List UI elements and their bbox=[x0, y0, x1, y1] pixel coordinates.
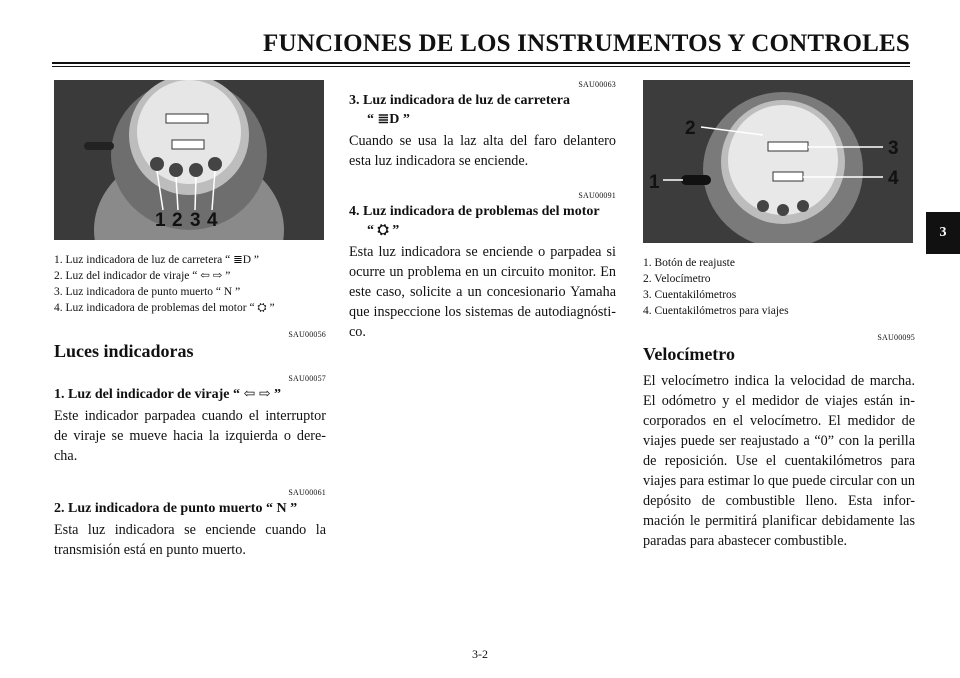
subsection-heading-symbol: “ ⛭ ” bbox=[367, 223, 400, 238]
caption-item: 3. Cuentakilómetros bbox=[643, 289, 737, 301]
subsection-heading-line: 4. Luz indicadora de problemas del motor bbox=[349, 204, 600, 219]
chapter-tab: 3 bbox=[926, 212, 960, 254]
reference-code: SAU00061 bbox=[288, 488, 326, 497]
reference-code: SAU00057 bbox=[288, 374, 326, 383]
reference-code: SAU00063 bbox=[578, 80, 616, 89]
column-left bbox=[54, 80, 326, 560]
indicator-lights-photo bbox=[54, 80, 324, 240]
header-rule-thin bbox=[52, 66, 910, 67]
caption-item: 4. Cuentakilómetros para viajes bbox=[643, 305, 789, 317]
caption-item: 1. Botón de reajuste bbox=[643, 257, 735, 269]
caption-item: 2. Luz del indicador de viraje “ ⇦ ⇨ ” bbox=[54, 270, 231, 282]
caption-item: 4. Luz indicadora de problemas del motor “ ⛭ ” bbox=[54, 302, 275, 314]
caption-item: 1. Luz indicadora de luz de carretera “ ≣D ” bbox=[54, 254, 260, 266]
page-number: 3-2 bbox=[472, 647, 488, 661]
speedometer-photo bbox=[643, 80, 913, 243]
section-heading: Velocímetro bbox=[643, 344, 735, 364]
photo-label-2: 2 bbox=[685, 118, 696, 139]
reference-code: SAU00056 bbox=[288, 330, 326, 339]
header-rule bbox=[52, 62, 910, 64]
photo-label-1: 1 bbox=[155, 210, 166, 231]
body-text: Este indicador parpadea cuando el interruptor de viraje se mueve hacia la izquierda o dere- cha. bbox=[54, 408, 326, 464]
caption-item: 3. Luz indicadora de punto muerto “ N ” bbox=[54, 286, 241, 298]
body-text: El velocímetro indica la velocidad de marcha. El odómetro y el medidor de viajes están in- corporados en el velocímetro. El medidor de viajes puede ser reajustado a “0” con la perilla de reposición. Use el cuentakilómetros para viajes para estimar lo que puede circular con un depósito de combustible lleno. Esta infor- mación le permitirá planificar debidamente las paradas para abastecer combustible. bbox=[643, 373, 915, 549]
subsection-heading-line: 3. Luz indicadora de luz de carretera bbox=[349, 93, 570, 108]
photo-label-4: 4 bbox=[888, 168, 899, 189]
reference-code: SAU00091 bbox=[578, 191, 616, 200]
photo-captions bbox=[54, 252, 326, 316]
photo-label-2: 2 bbox=[172, 210, 183, 231]
section-heading: Luces indicadoras bbox=[54, 341, 194, 361]
subsection-heading: 2. Luz indicadora de punto muerto “ N ” bbox=[54, 501, 298, 516]
page-title: FUNCIONES DE LOS INSTRUMENTOS Y CONTROLES bbox=[263, 30, 910, 57]
reference-code: SAU00095 bbox=[877, 333, 915, 342]
photo-label-4: 4 bbox=[207, 210, 218, 231]
caption-item: 2. Velocímetro bbox=[643, 273, 711, 285]
photo-label-3: 3 bbox=[888, 138, 899, 159]
subsection-heading: 1. Luz del indicador de viraje “ ⇦ ⇨ ” bbox=[54, 387, 281, 402]
column-middle bbox=[349, 80, 616, 342]
photo-label-1: 1 bbox=[649, 172, 660, 193]
subsection-heading-symbol: “ ≣D ” bbox=[367, 112, 410, 127]
body-text: Esta luz indicadora se enciende cuando la transmisión está en punto muerto. bbox=[54, 522, 326, 558]
photo-label-3: 3 bbox=[190, 210, 201, 231]
photo-captions bbox=[643, 255, 915, 319]
subsection-heading bbox=[349, 202, 616, 240]
body-text: Esta luz indicadora se enciende o parpadea si ocurre un problema en un circuito monitor. En este caso, solicite a un concesionario Yamaha que inspeccione los sistemas de autodiagnósti- co. bbox=[349, 244, 616, 340]
column-right bbox=[643, 80, 915, 551]
body-text: Cuando se usa la laz alta del faro delantero esta luz indicadora se enciende. bbox=[349, 133, 616, 169]
subsection-heading bbox=[349, 91, 616, 129]
